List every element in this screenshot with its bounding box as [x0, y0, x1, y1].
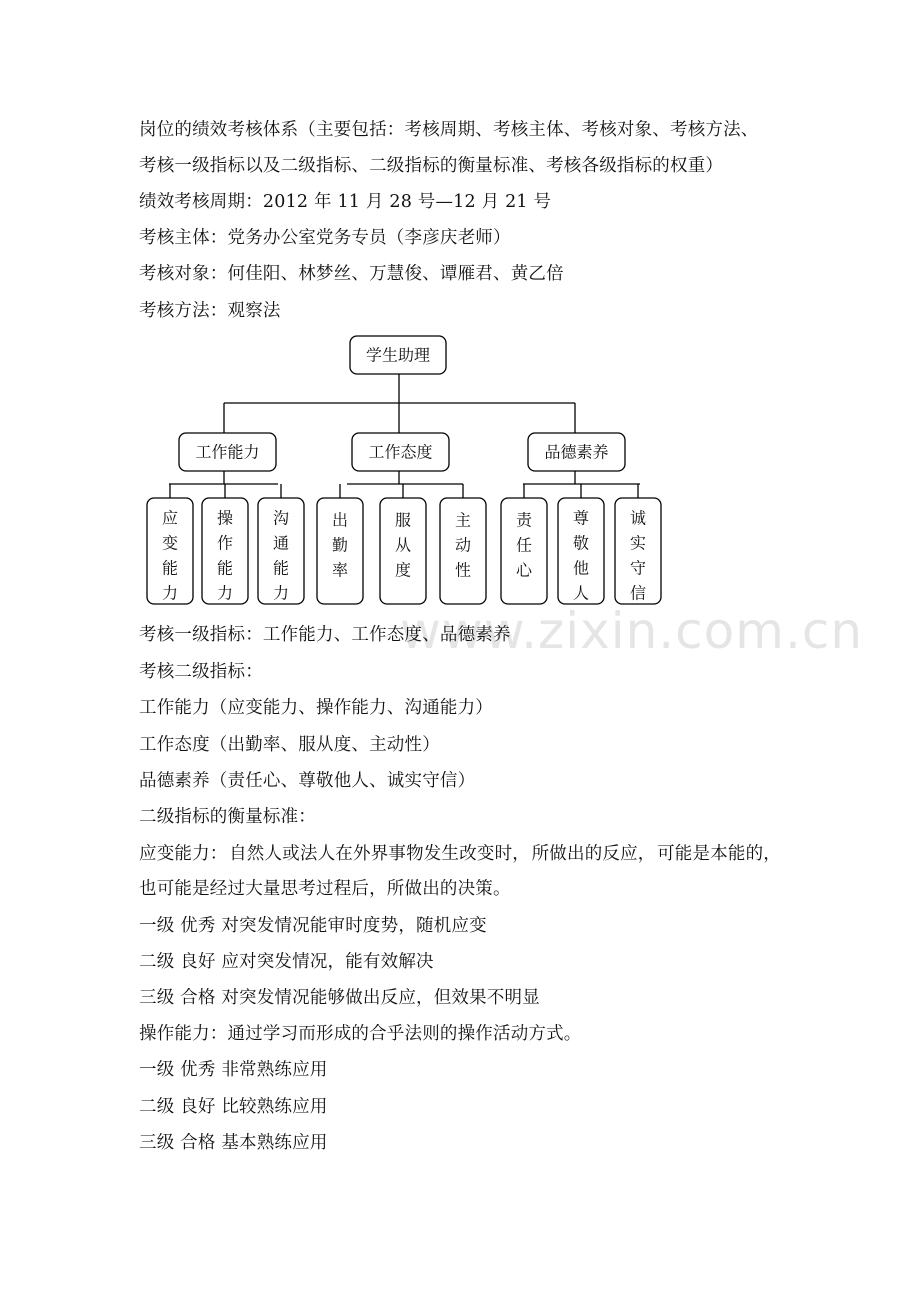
root-node-label: 学生助理 — [365, 345, 431, 365]
child-node-label-char: 性 — [454, 560, 472, 580]
child-node-label-char: 力 — [272, 583, 290, 603]
operation-level-1: 一级 优秀 非常熟练应用 — [139, 1060, 328, 1080]
subject-line: 考核主体：党务办公室党务专员（李彦庆老师） — [139, 228, 511, 248]
child-node-label-char: 能 — [161, 558, 179, 578]
child-node-label-char: 作 — [216, 533, 234, 553]
child-node-label-char: 信 — [629, 583, 647, 603]
adaptability-term: 应变能力： — [139, 844, 228, 864]
child-node-label-char: 实 — [629, 533, 647, 553]
child-node-label-char: 敬 — [572, 533, 590, 553]
child-node-label-char: 沟 — [272, 508, 290, 528]
child-node-label-char: 通 — [272, 533, 290, 553]
child-node-label-char: 出 — [331, 510, 349, 530]
group-1-label: 工作能力 — [195, 442, 260, 462]
level2-title: 考核二级指标： — [139, 662, 263, 682]
child-node-label-char: 主 — [454, 510, 472, 530]
child-node-label-char: 尊 — [572, 508, 590, 528]
child-node-label-char: 任 — [515, 535, 533, 555]
adaptability-level-2: 二级 良好 应对突发情况，能有效解决 — [139, 952, 434, 972]
org-chart — [0, 0, 920, 620]
child-node-label-char: 责 — [515, 510, 533, 530]
operation-definition: 操作能力：通过学习而形成的合乎法则的操作活动方式。 — [139, 1024, 582, 1044]
standard-title: 二级指标的衡量标准： — [139, 807, 316, 827]
child-node-label-char: 能 — [216, 558, 234, 578]
group-3-label: 品德素养 — [544, 442, 609, 462]
ability-indicators: 工作能力（应变能力、操作能力、沟通能力） — [139, 698, 493, 718]
adaptability-definition-line-1 — [139, 842, 781, 866]
child-node-label-char: 操 — [216, 508, 234, 528]
child-node-label-char: 能 — [272, 558, 290, 578]
adaptability-def-part-1: 自然人或法人在外界事物发生改变时， — [229, 844, 530, 864]
adaptability-def-part-3: 可能是本能的， — [657, 844, 781, 864]
child-node-label-char: 率 — [331, 560, 349, 580]
operation-level-3: 三级 合格 基本熟练应用 — [139, 1133, 328, 1153]
watermark: www.zixin.com.cn — [400, 602, 864, 660]
adaptability-definition-line-2: 也可能是经过大量思考过程后，所做出的决策。 — [139, 879, 511, 899]
operation-level-2: 二级 良好 比较熟练应用 — [139, 1097, 328, 1117]
child-node-label-char: 人 — [572, 583, 590, 603]
child-node-label-char: 勤 — [331, 535, 349, 555]
morality-indicators: 品德素养（责任心、尊敬他人、诚实守信） — [139, 771, 476, 791]
group-2-label: 工作态度 — [368, 442, 433, 462]
adaptability-level-3: 三级 合格 对突发情况能够做出反应，但效果不明显 — [139, 988, 540, 1008]
intro-line-2: 考核一级指标以及二级指标、二级指标的衡量标准、考核各级指标的权重） — [139, 156, 724, 176]
child-node-label-char: 服 — [394, 510, 412, 530]
child-node-label-char: 心 — [515, 560, 533, 580]
child-node-label-char: 应 — [161, 508, 179, 528]
adaptability-def-part-2: 所做出的反应， — [531, 844, 656, 864]
method-line: 考核方法：观察法 — [139, 301, 281, 321]
intro-line-1-text: 岗位的绩效考核体系（主要包括：考核周期、考核主体、考核对象、考核方法、 — [139, 120, 759, 140]
child-node-label-char: 力 — [161, 583, 179, 603]
level1-indicators: 考核一级指标：工作能力、工作态度、品德素养 — [139, 625, 511, 645]
child-node-label-char: 守 — [629, 558, 647, 578]
child-node-label-char: 力 — [216, 583, 234, 603]
child-node-label-char: 他 — [572, 558, 590, 578]
child-node-label-char: 变 — [161, 533, 179, 553]
period-line: 绩效考核周期：2012 年 11 月 28 号—12 月 21 号 — [139, 192, 552, 212]
attitude-indicators: 工作态度（出勤率、服从度、主动性） — [139, 735, 440, 755]
child-node-label-char: 从 — [394, 535, 412, 555]
child-node-label-char: 动 — [454, 535, 472, 555]
adaptability-level-1: 一级 优秀 对突发情况能审时度势，随机应变 — [139, 916, 487, 936]
child-node-label-char: 诚 — [629, 508, 647, 528]
objects-line: 考核对象：何佳阳、林梦丝、万慧俊、谭雁君、黄乙倍 — [139, 264, 564, 284]
child-node-label-char: 度 — [394, 560, 412, 580]
